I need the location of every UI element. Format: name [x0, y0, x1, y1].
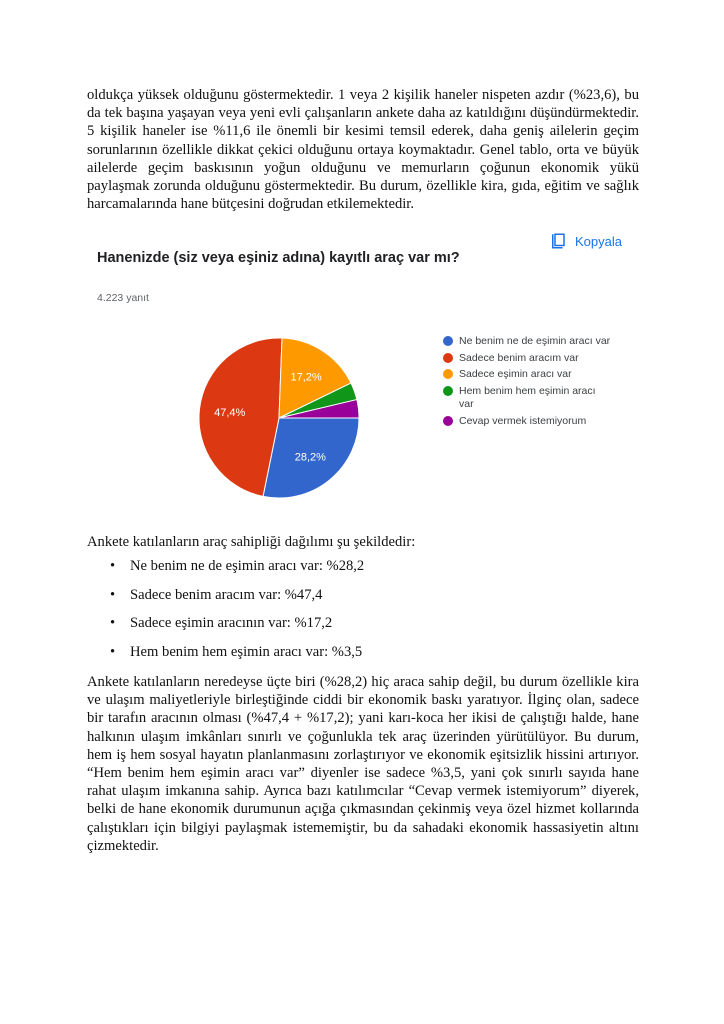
list-intro: Ankete katılanların araç sahipliği dağılımı şu şekildedir: [87, 534, 416, 550]
copy-icon [549, 232, 567, 250]
legend-dot [443, 353, 453, 363]
chart-title: Hanenizde (siz veya eşiniz adına) kayıtlı araç var mı? [97, 250, 460, 266]
legend-dot [443, 416, 453, 426]
slice-label: 28,2% [294, 451, 326, 464]
legend-dot [443, 386, 453, 396]
list-item: • Sadece benim aracım var: %47,4 [110, 586, 364, 615]
list-item: • Ne benim ne de eşimin aracı var: %28,2 [110, 557, 364, 586]
legend-item: Sadece eşimin aracı var [443, 368, 613, 382]
legend-dot [443, 336, 453, 346]
bullet-list [110, 557, 364, 671]
legend-item: Cevap vermek istemiyorum [443, 415, 613, 429]
chart-card [87, 228, 639, 518]
pie-chart [197, 336, 361, 500]
body-paragraph-bottom: Ankete katılanların neredeyse üçte biri (%28,2) hiç araca sahip değil, bu durum özellikle kira ve ulaşım maliyetleriyle birleştiğinde ciddi bir ekonomik baskı yaratıyor. İlginç olan, sadece bir tarafın aracının olması (%47,4 + %17,2); yani karı-koca her ikisi de çalıştığı halde, hane halkının ulaşım imkânları sınırlı ve çoğunlukla tek araç üzerinden yürütülüyor. Bu durum, hem iş hem sosyal hayatın planlanmasını zorlaştırıyor ve ekonomik eşitsizlik hissini artırıyor. “Hem benim hem eşimin aracı var” diyenler ise sadece %3,5, yani çok sınırlı sayıda hane rahat ulaşım imkanına sahip. Ayrıca bazı katılımcılar “Cevap vermek istemiyorum” diyerek, belki de hane ekonomik durumunun açığa çıkmasından çekinmiş veya özel hizmet kollarında çalıştıkları için bilgiyi paylaşmak istememiştir, bu da sahadaki ekonomik hassasiyetin altını çizmektedir. [87, 674, 639, 854]
copy-label: Kopyala [575, 233, 622, 249]
copy-button[interactable] [549, 232, 622, 250]
legend-item: Hem benim hem eşimin aracı var [443, 385, 613, 412]
legend-dot [443, 369, 453, 379]
body-paragraph-top: oldukça yüksek olduğunu göstermektedir. 1 veya 2 kişilik haneler nispeten azdır (%23,6), bu da tek başına yaşayan veya yeni evli çalışanların ankete daha az katıldığını düşündürmektedir. 5 kişilik haneler ise %11,6 ile önemli bir kesimi temsil ederek, daha geniş ailelerin geçim sorunlarının özellikle dikkat çekici olduğunu ortaya koymaktadır. Genel tablo, orta ve büyük ailelerde geçim baskısının yoğun olduğunu ve memurların çoğunun ekonomik yükü paylaşmak zorunda olduğunu göstermektedir. Bu durum, özellikle kira, gıda, eğitim ve sağlık harcamalarında hane bütçesini doğrudan etkilemektedir. [87, 87, 639, 213]
list-item: • Hem benim hem eşimin aracı var: %3,5 [110, 643, 364, 672]
list-item: • Sadece eşimin aracının var: %17,2 [110, 614, 364, 643]
legend-item: Sadece benim aracım var [443, 352, 613, 366]
slice-label: 47,4% [214, 407, 246, 420]
response-count: 4.223 yanıt [97, 292, 149, 304]
chart-legend [443, 335, 613, 431]
slice-label: 17,2% [290, 371, 322, 384]
legend-item: Ne benim ne de eşimin aracı var [443, 335, 613, 349]
